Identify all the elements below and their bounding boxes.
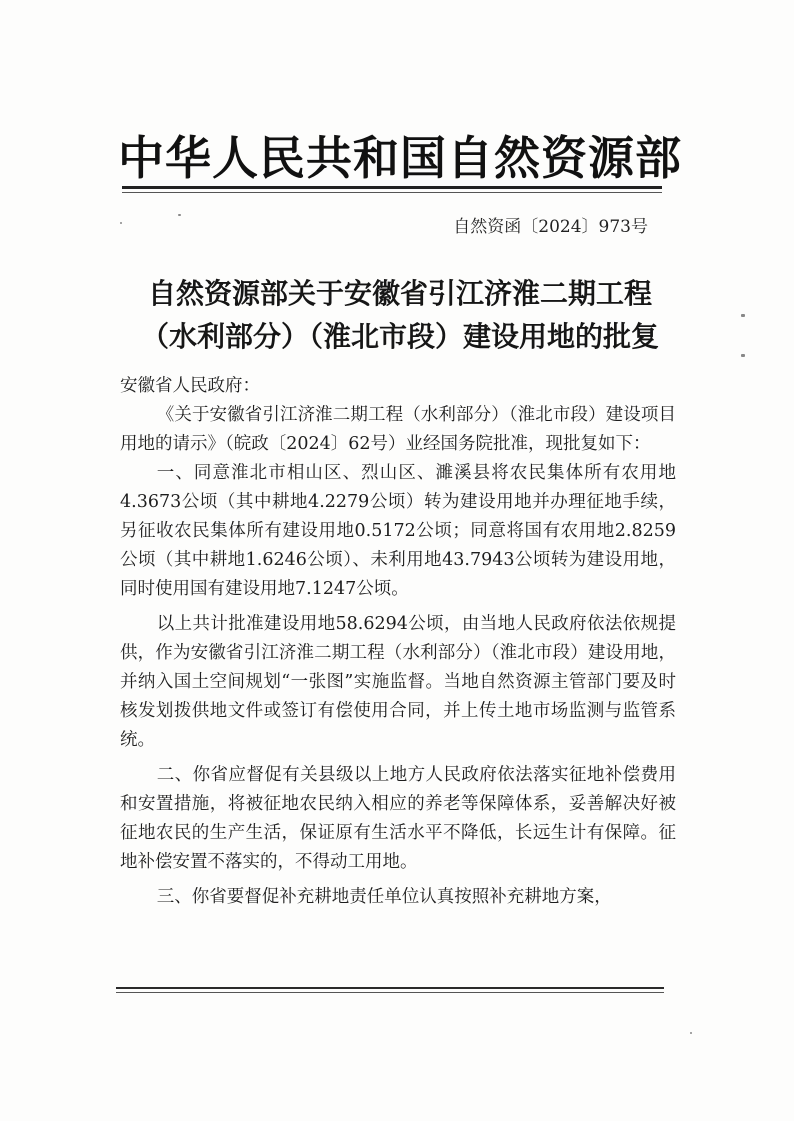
paragraph-total: 以上共计批准建设用地58.6294公顷，由当地人民政府依法依规提供，作为安徽省引江济淮二期工程（水利部分）（淮北市段）建设用地，并纳入国土空间规划“一张图”实施监督。当地自然资源主管部门要及时核发划拨供地文件或签订有偿使用合同，并上传土地市场监测与监管系统。	[120, 614, 676, 750]
scan-speck	[741, 354, 745, 357]
paragraph-item-2: 二、你省应督促有关县级以上地方人民政府依法落实征地补偿费用和安置措施，将被征地农民纳入相应的养老等保障体系，妥善解决好被征地农民的生产生活，保证原有生活水平不降低，长远生计有保障。征地补偿安置不落实的，不得动工用地。	[120, 765, 676, 872]
document-number: 自然资函〔2024〕973号	[453, 217, 648, 237]
paragraph-item-3: 三、你省要督促补充耕地责任单位认真按照补充耕地方案，	[156, 887, 612, 907]
salutation: 安徽省人民政府：	[120, 376, 260, 396]
issuing-organization-header: 中华人民共和国自然资源部	[118, 131, 682, 185]
scan-speck	[690, 1032, 692, 1034]
title-line-2: （水利部分）（淮北市段）建设用地的批复	[140, 320, 659, 353]
title-line-1: 自然资源部关于安徽省引江济淮二期工程	[147, 277, 652, 310]
header-rule-thin	[122, 192, 662, 193]
footer-rule-thin	[116, 992, 664, 993]
scan-speck	[178, 214, 181, 216]
header-rule	[122, 186, 662, 189]
paragraph-item-1: 一、同意淮北市相山区、烈山区、濉溪县将农民集体所有农用地4.3673公顷（其中耕地4.2279公顷）转为建设用地并办理征地手续，另征收农民集体所有建设用地0.5172公顷；同意将国有农用地2.8259公顷（其中耕地1.6246公顷）、未利用地43.7943公顷转为建设用地，同时使用国有建设用地7.1247公顷。	[120, 463, 676, 599]
footer-rule	[116, 987, 664, 989]
paragraph-request: 《关于安徽省引江济淮二期工程（水利部分）（淮北市段）建设项目用地的请示》（皖政〔2024〕62号）业经国务院批准，现批复如下：	[120, 405, 676, 454]
scan-speck	[741, 314, 745, 317]
document-body	[120, 372, 676, 912]
document-title	[120, 272, 680, 358]
scan-speck	[120, 222, 122, 224]
